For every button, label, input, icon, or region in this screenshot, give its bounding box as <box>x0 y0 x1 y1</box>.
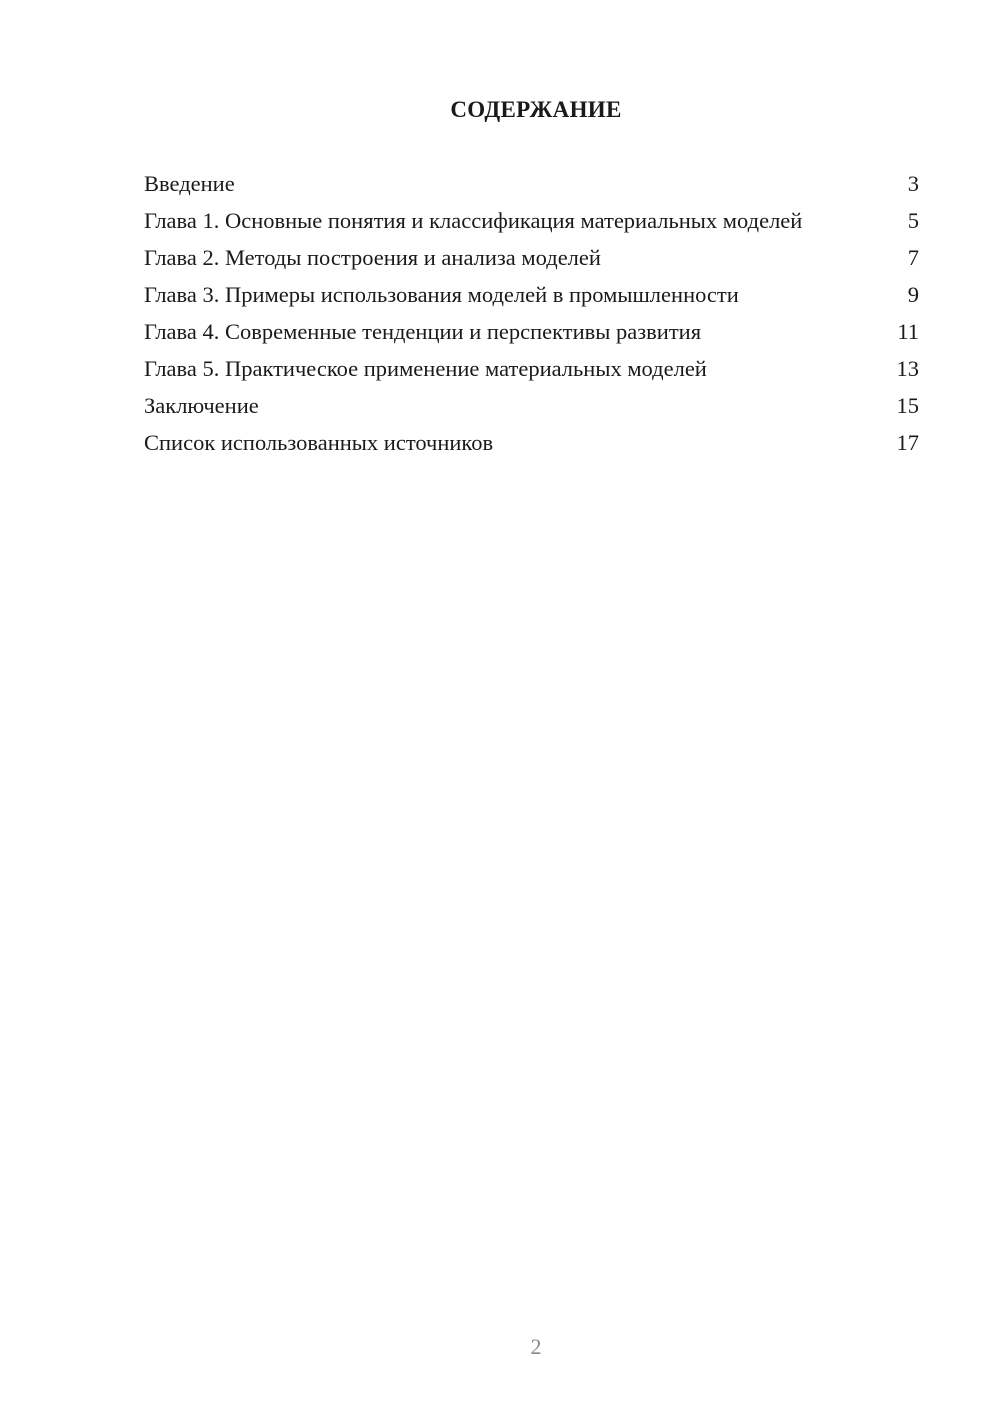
toc-entry-label: Глава 1. Основные понятия и классификация материальных моделей <box>144 208 803 233</box>
toc-entry-label: Список использованных источников <box>144 430 494 455</box>
toc-entry-chapter-4 <box>144 318 919 345</box>
toc-entry-label: Глава 5. Практическое применение материальных моделей <box>144 356 707 381</box>
toc-entry-page: 11 <box>897 319 919 344</box>
toc-entry-page: 3 <box>907 171 919 196</box>
toc-entry-chapter-2 <box>144 244 919 271</box>
toc-entry-label: Глава 4. Современные тенденции и перспективы развития <box>144 319 702 344</box>
toc-entry-conclusion <box>144 392 919 419</box>
toc-entry-page: 13 <box>896 356 919 381</box>
toc-entry-chapter-5 <box>144 355 919 382</box>
toc-entry-page: 9 <box>907 282 919 307</box>
toc-entry-page: 15 <box>896 393 919 418</box>
toc-entry-chapter-3 <box>144 281 919 308</box>
toc-entry-chapter-1 <box>144 207 919 234</box>
toc-entry-page: 5 <box>907 208 919 233</box>
toc-entry-page: 17 <box>896 430 919 455</box>
toc-list <box>144 170 919 466</box>
toc-entry-page: 7 <box>907 245 919 270</box>
toc-entry-label: Глава 2. Методы построения и анализа моделей <box>144 245 601 270</box>
toc-entry-label: Глава 3. Примеры использования моделей в промышленности <box>144 282 739 307</box>
toc-entry-references <box>144 429 919 456</box>
toc-title: СОДЕРЖАНИЕ <box>450 97 622 122</box>
toc-entry-introduction <box>144 170 919 197</box>
page-number: 2 <box>530 1334 542 1359</box>
toc-entry-label: Введение <box>144 171 235 196</box>
toc-entry-label: Заключение <box>144 393 259 418</box>
